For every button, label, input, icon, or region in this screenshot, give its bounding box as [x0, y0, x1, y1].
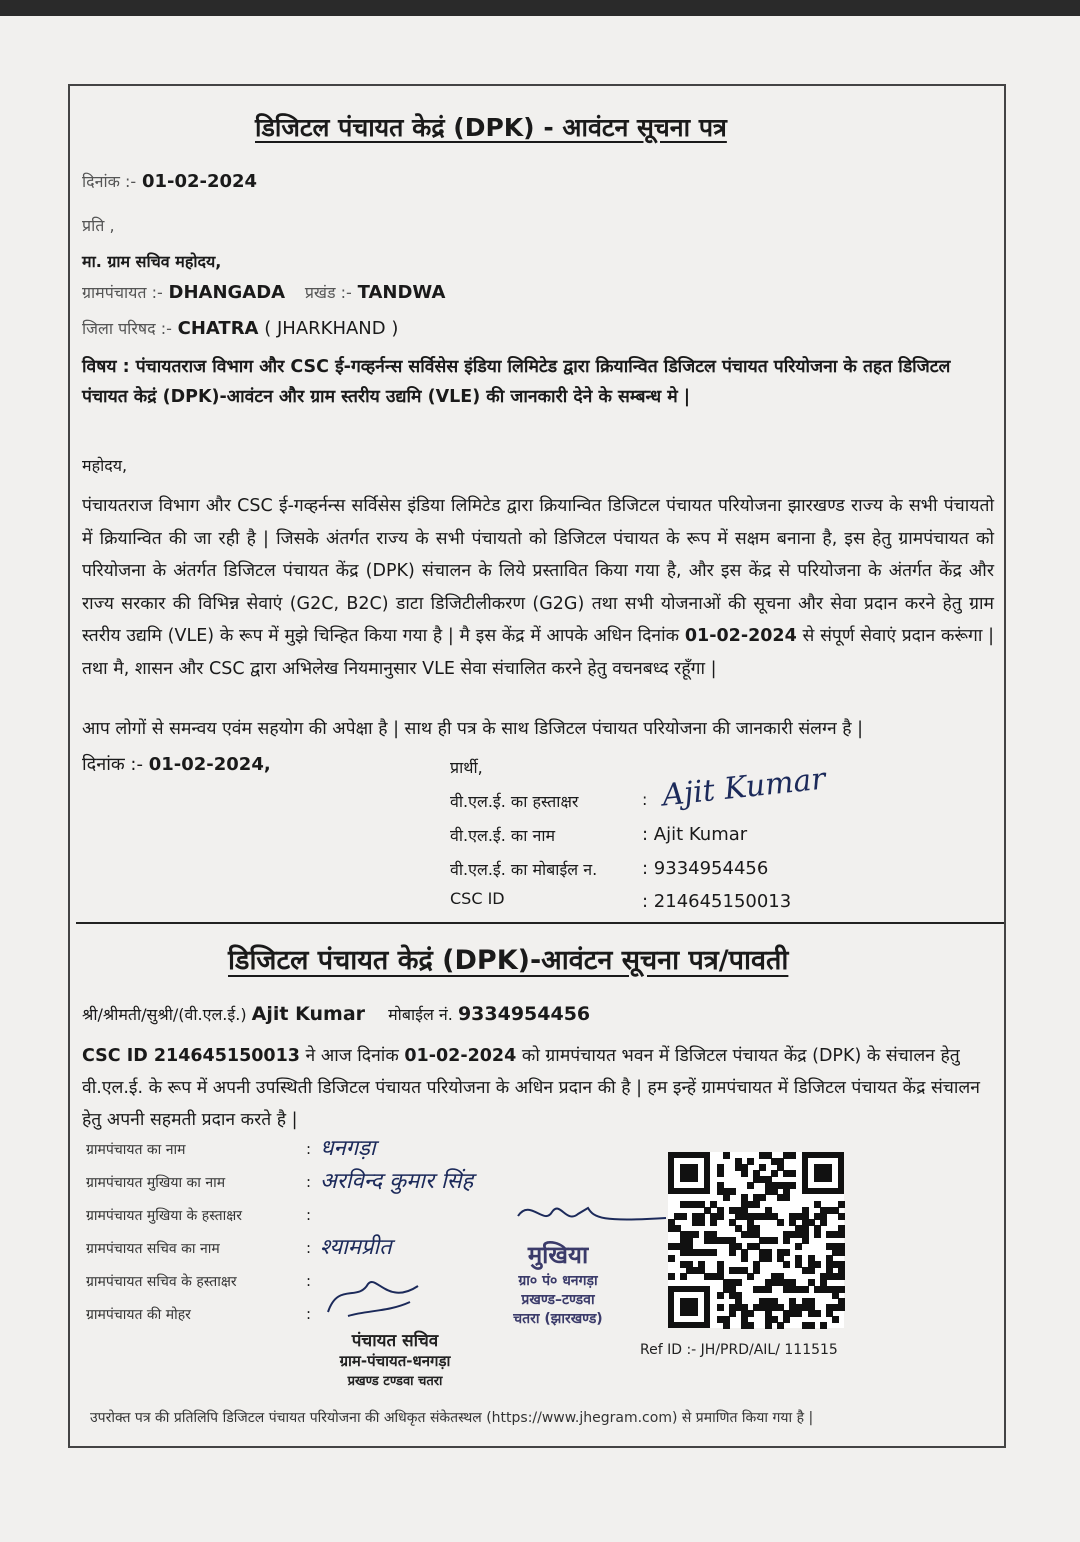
footer-note: उपरोक्त पत्र की प्रतिलिपि डिजिटल पंचायत परियोजना की अधिकृत संकेतस्थल (https://www.jhegram.com) से प्रमाणित किया गया है | [90, 1410, 814, 1426]
body-paragraph [82, 490, 994, 685]
to-label: प्रति , [82, 216, 115, 235]
sachiv-stamp-line2: ग्राम-पंचायत-धनगड़ा [339, 1352, 451, 1370]
sachiv-signature [318, 1272, 428, 1324]
district-state: ( JHARKHAND ) [264, 318, 399, 339]
receipt-paragraph [82, 1040, 994, 1136]
block-value: TANDWA [357, 282, 446, 303]
vle-csc: : 214645150013 [642, 891, 792, 912]
qr-module [759, 1194, 766, 1201]
qr-module [783, 1261, 790, 1268]
vle-signature: Ajit Kumar [660, 761, 828, 814]
qr-module [838, 1304, 845, 1311]
qr-module [741, 1170, 748, 1177]
document-title: डिजिटल पंचायत केद्रं (DPK) - आवंटन सूचना पत्र [255, 113, 727, 142]
qr-module [795, 1243, 802, 1250]
qr-module [747, 1273, 754, 1280]
qr-module [808, 1322, 815, 1329]
qr-module [783, 1316, 790, 1323]
body-part2: से संपूर्ण सेवाएं प्रदान करूंगा | तथा मै, शासन और CSC द्वारा अभिलेख नियमानुसार VLE सेवा संचालित करने हेतु वचनबध्द रहूँगा | [82, 626, 994, 679]
panchayat-label: ग्रामपंचायत :- [82, 283, 163, 302]
receipt-date: 01-02-2024 [404, 1046, 517, 1066]
qr-module [747, 1158, 754, 1165]
qr-module [838, 1249, 845, 1256]
qr-module [729, 1188, 736, 1195]
vle-mobile: : 9334954456 [642, 858, 769, 879]
date2-value: 01-02-2024, [148, 754, 271, 775]
qr-module [759, 1164, 766, 1171]
qr-module [668, 1273, 675, 1280]
qr-module [735, 1279, 742, 1286]
qr-module [765, 1286, 772, 1293]
vle-sign-label: वी.एल.ई. का हस्ताक्षर [450, 792, 579, 811]
qr-module [710, 1249, 717, 1256]
gp-field-value: धनगड़ा [320, 1136, 376, 1161]
date-label: दिनांक :- [82, 172, 137, 191]
qr-code [668, 1152, 844, 1328]
mukhiya-stamp-line4: चतरा (झारखण्ड) [513, 1311, 603, 1327]
receipt-mobile-label: मोबाईल नं. [388, 1005, 453, 1024]
qr-module [832, 1316, 839, 1323]
subject-paragraph: विषय : पंचायतराज विभाग और CSC ई-गव्हर्नन्स सर्विसेस इंडिया लिमिटेड द्वारा क्रियान्वित डिजिटल पंचायत परियोजना के तहत डिजिटल पंचायत केद्रं (DPK)-आवंटन और ग्राम स्तरीय उद्यमि (VLE) की जानकारी देने के सम्बन्ध मे | [82, 357, 951, 407]
qr-module [838, 1273, 845, 1280]
qr-module [838, 1286, 845, 1293]
qr-module [802, 1286, 809, 1293]
qr-module [783, 1249, 790, 1256]
vle-csc-label: CSC ID [450, 889, 505, 908]
qr-module [723, 1194, 730, 1201]
qr-module [765, 1255, 772, 1262]
gp-field-label: ग्रामपंचायत की मोहर [86, 1307, 191, 1323]
qr-module [717, 1292, 724, 1299]
ref-id: Ref ID :- JH/PRD/AIL/ 111515 [640, 1342, 838, 1358]
qr-finder [814, 1164, 832, 1182]
qr-module [717, 1304, 724, 1311]
sachiv-stamp-line3: प्रखण्ड टण्डवा चतरा [347, 1374, 443, 1389]
date2-label: दिनांक :- [82, 754, 143, 775]
receipt-person-line [82, 1003, 590, 1025]
mukhiya-signature [470, 1196, 670, 1242]
qr-module [838, 1201, 845, 1208]
qr-module [783, 1194, 790, 1201]
cooperation-line: आप लोगों से समन्वय एवंम सहयोग की अपेक्षा है | साथ ही पत्र के साथ डिजिटल पंचायत परियोजना की जानकारी संलग्न है | [82, 719, 863, 739]
gp-field-label: ग्रामपंचायत मुखिया का नाम [86, 1175, 226, 1191]
date-value: 01-02-2024 [141, 171, 258, 192]
receipt-honorific: श्री/श्रीमती/सुश्री/(वी.एल.ई.) [82, 1005, 247, 1024]
qr-module [723, 1322, 730, 1329]
qr-module [729, 1249, 736, 1256]
qr-module [680, 1213, 687, 1220]
qr-finder [680, 1298, 698, 1316]
body-part1: पंचायतराज विभाग और CSC ई-गव्हर्नन्स सर्विसेस इंडिया लिमिटेड द्वारा क्रियान्वित डिजिटल पंचायत परियोजना झारखण्ड राज्य के सभी पंचायतो में क्रियान्वित की जा रही है | जिसके अंतर्गत राज्य के सभी पंचायतो को डिजिटल पंचायत के रूप में सक्षम बनाना है, इस हेतु ग्रामपंचायत को परियोजना के अंतर्गत डिजिटल पंचायत केंद्र (DPK) संचालन के लिये प्रस्तावित किया गया है, और इस केंद्र से परियोजना के अंतर्गत केंद्र और राज्य सरकार की विभिन्न सेवाएं (G2C, B2C) डाटा डिजिटीलीकरण (G2G) तथा सभी योजनाओं की सूचना और सेवा प्रदान करने हेतु ग्राम स्तरीय उद्यमि (VLE) के रूप में मुझे चिन्हित किया गया है | मै इस केंद्र में आपके अधिन दिनांक [82, 496, 994, 646]
gp-field-value: अरविन्द कुमार सिंह [320, 1169, 474, 1194]
qr-module [717, 1170, 724, 1177]
gp-field-colon: : [306, 1206, 312, 1224]
qr-finder [680, 1164, 698, 1182]
receipt-text1: ने आज दिनांक [305, 1046, 399, 1066]
block-label: प्रखंड :- [304, 283, 352, 302]
district-value: CHATRA [177, 318, 259, 339]
qr-module [795, 1310, 802, 1317]
qr-module [753, 1201, 760, 1208]
district-line [82, 317, 398, 339]
qr-module [838, 1213, 845, 1220]
gp-field-colon: : [306, 1140, 312, 1158]
qr-module [698, 1219, 705, 1226]
qr-module [723, 1152, 730, 1159]
receipt-title: डिजिटल पंचायत केद्रं (DPK)-आवंटन सूचना पत्र/पावती [228, 945, 789, 976]
qr-module [814, 1310, 821, 1317]
section-divider [76, 922, 1004, 924]
qr-module [777, 1322, 784, 1329]
gp-field-label: ग्रामपंचायत सचिव का नाम [86, 1241, 220, 1257]
gp-field-colon: : [306, 1173, 312, 1191]
gp-field-label: ग्रामपंचायत मुखिया के हस्ताक्षर [86, 1208, 243, 1224]
gp-field-colon: : [306, 1239, 312, 1257]
qr-module [741, 1255, 748, 1262]
sachiv-stamp [300, 1328, 490, 1389]
gp-field-value: श्यामप्रीत [320, 1235, 392, 1260]
qr-module [680, 1273, 687, 1280]
qr-module [783, 1237, 790, 1244]
body-date: 01-02-2024 [684, 626, 797, 646]
receipt-csc: CSC ID 214645150013 [82, 1046, 300, 1066]
greeting: महोदय, [82, 456, 128, 475]
qr-module [808, 1267, 815, 1274]
qr-module [820, 1322, 827, 1329]
qr-module [765, 1322, 772, 1329]
vle-name-label: वी.एल.ई. का नाम [450, 826, 556, 845]
receipt-name: Ajit Kumar [251, 1003, 366, 1025]
qr-module [668, 1255, 675, 1262]
mukhiya-stamp [478, 1238, 638, 1328]
qr-module [777, 1219, 784, 1226]
panchayat-value: DHANGADA [168, 282, 286, 303]
sachiv-stamp-line1: पंचायत सचिव [351, 1331, 439, 1351]
salutation-to: मा. ग्राम सचिव महोदय, [82, 252, 222, 271]
date-line [82, 170, 257, 192]
qr-module [692, 1231, 699, 1238]
panchayat-line [82, 281, 445, 303]
qr-module [789, 1170, 796, 1177]
mukhiya-stamp-line2: ग्रा० पं० धनगड़ा [518, 1273, 598, 1289]
vle-name: : Ajit Kumar [642, 824, 748, 845]
colon: : [642, 790, 648, 809]
qr-module [771, 1170, 778, 1177]
district-label: जिला परिषद :- [82, 319, 172, 338]
date2-line [82, 752, 271, 776]
qr-module [838, 1231, 845, 1238]
qr-module [814, 1261, 821, 1268]
gp-field-label: ग्रामपंचायत का नाम [86, 1142, 186, 1158]
gp-field-colon: : [306, 1305, 312, 1323]
receipt-mobile: 9334954456 [457, 1003, 591, 1025]
qr-module [771, 1237, 778, 1244]
qr-module [820, 1219, 827, 1226]
qr-module [789, 1182, 796, 1189]
qr-module [729, 1310, 736, 1317]
qr-module [802, 1237, 809, 1244]
qr-module [710, 1219, 717, 1226]
vle-mobile-label: वी.एल.ई. का मोबाईल न. [450, 860, 598, 879]
qr-module [717, 1213, 724, 1220]
gp-field-label: ग्रामपंचायत सचिव के हस्ताक्षर [86, 1274, 237, 1290]
mukhiya-stamp-line1: मुखिया [527, 1241, 589, 1269]
qr-module [789, 1152, 796, 1159]
qr-module [747, 1182, 754, 1189]
receipt-text2: को ग्रामपंचायत भवन में डिजिटल पंचायत केंद्र (DPK) के संचालन हेतु वी.एल.ई. के रूप में अपनी उपस्थिती डिजिटल पंचायत परियोजना के अधिन प्रदान की है | हम इन्हें ग्रामपंचायत में डिजिटल पंचायत केंद्र संचालन हेतु अपनी सहमती प्रदान करते है | [82, 1046, 981, 1130]
mukhiya-stamp-line3: प्रखण्ड–टण्डवा [521, 1292, 595, 1308]
qr-module [814, 1231, 821, 1238]
applicant-label: प्रार्थी, [450, 758, 483, 777]
qr-module [747, 1322, 754, 1329]
gp-field-colon: : [306, 1272, 312, 1290]
qr-module [753, 1267, 760, 1274]
qr-module [747, 1310, 754, 1317]
